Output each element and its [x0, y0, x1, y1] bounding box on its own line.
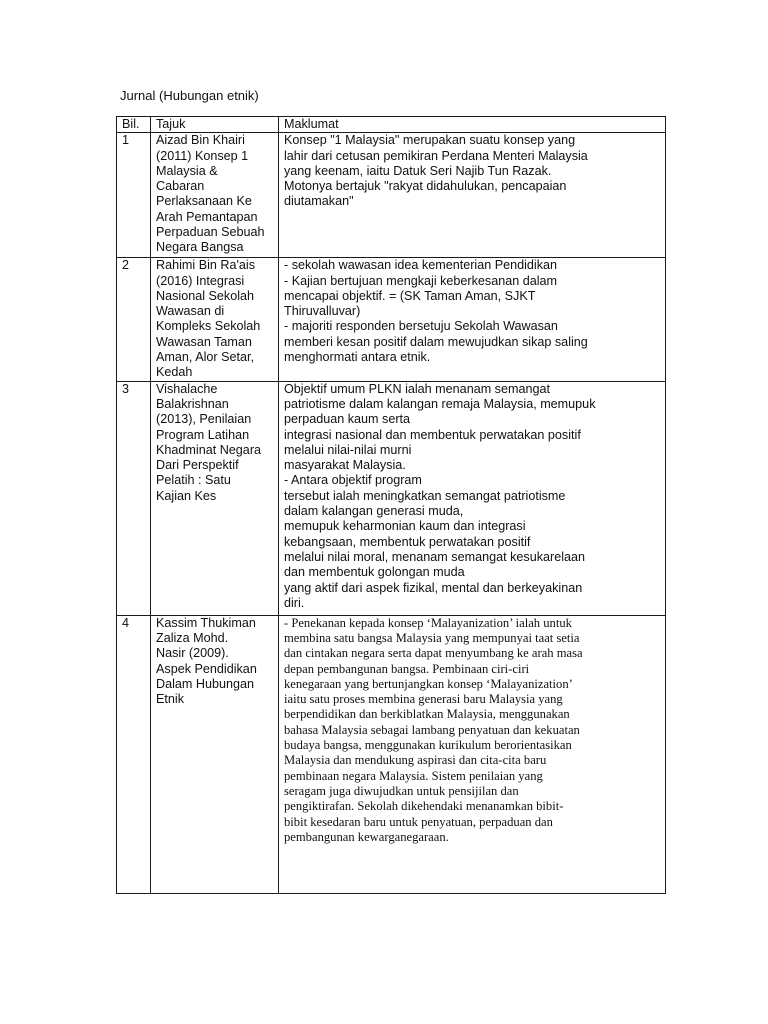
tajuk-line: Zaliza Mohd. — [156, 630, 229, 645]
tajuk-line: Nasir (2009). — [156, 646, 229, 661]
maklumat-line: memberi kesan positif dalam mewujudkan sikap saling — [284, 334, 588, 349]
tajuk-line: Negara Bangsa — [156, 240, 244, 255]
tajuk-line: Malaysia & — [156, 163, 218, 178]
maklumat-line: patriotisme dalam kalangan remaja Malaysia, memupuk — [284, 396, 596, 411]
tajuk-line: Khadminat Negara — [156, 442, 262, 457]
tajuk-line: Kajian Kes — [156, 488, 217, 503]
cell-tajuk — [151, 615, 279, 893]
cell-tajuk — [151, 381, 279, 615]
tajuk-line: Perpaduan Sebuah — [156, 225, 265, 240]
table-header-row — [117, 117, 666, 133]
tajuk-line: Arah Pemantapan — [156, 209, 258, 224]
tajuk-line: Pelatih : Satu — [156, 473, 231, 488]
maklumat-line: - Penekanan kepada konsep ‘Malayanization’ ialah untuk — [284, 615, 572, 630]
tajuk-line: Aizad Bin Khairi — [156, 133, 245, 148]
tajuk-line: Balakrishnan — [156, 396, 229, 411]
maklumat-line: Thiruvalluvar) — [284, 304, 361, 319]
tajuk-line: Vishalache — [156, 381, 218, 396]
maklumat-line: seragam juga diwujudkan untuk pensijilan dan — [284, 783, 519, 798]
maklumat-line: dan membentuk golongan muda — [284, 565, 465, 580]
tajuk-line: Kassim Thukiman — [156, 615, 256, 630]
maklumat-line: yang aktif dari aspek fizikal, mental dan berkeyakinan — [284, 580, 583, 595]
maklumat-line: diutamakan" — [284, 194, 354, 209]
cell-tajuk — [151, 258, 279, 381]
maklumat-line: Konsep "1 Malaysia" merupakan suatu konsep yang — [284, 133, 576, 148]
tajuk-line: (2011) Konsep 1 — [156, 148, 249, 163]
cell-tajuk — [151, 133, 279, 258]
maklumat-line: dan cintakan negara serta dapat menyumbang ke arah masa — [284, 646, 583, 661]
maklumat-line: pembinaan negara Malaysia. Sistem penilaian yang — [284, 768, 543, 783]
tajuk-line: Wawasan di — [156, 304, 225, 319]
maklumat-line: perpaduan kaum serta — [284, 412, 411, 427]
maklumat-line: diri. — [284, 595, 305, 610]
header-bil: Bil. — [117, 117, 151, 133]
maklumat-line: - majoriti responden bersetuju Sekolah Wawasan — [284, 319, 558, 334]
tajuk-line: (2016) Integrasi — [156, 273, 245, 288]
cell-bil: 3 — [117, 381, 151, 615]
maklumat-line: pengiktirafan. Sekolah dikehendaki menanamkan bibit- — [284, 799, 564, 814]
tajuk-line: Perlaksanaan Ke — [156, 194, 252, 209]
table-row — [117, 615, 666, 893]
header-maklumat: Maklumat — [279, 117, 666, 133]
maklumat-line: Motonya bertajuk "rakyat didahulukan, pencapaian — [284, 179, 567, 194]
maklumat-line: - Antara objektif program — [284, 473, 422, 488]
document-title: Jurnal (Hubungan etnik) — [120, 88, 259, 103]
maklumat-line: Malaysia dan mendukung aspirasi dan cita-cita baru — [284, 753, 547, 768]
table-row — [117, 133, 666, 258]
maklumat-line: - sekolah wawasan idea kementerian Pendidikan — [284, 258, 558, 273]
tajuk-line: Kedah — [156, 365, 193, 380]
cell-bil: 4 — [117, 615, 151, 893]
maklumat-line: menghormati antara etnik. — [284, 350, 431, 365]
cell-bil: 1 — [117, 133, 151, 258]
tajuk-line: Kompleks Sekolah — [156, 319, 261, 334]
journal-table — [116, 116, 666, 894]
maklumat-line: yang keenam, iaitu Datuk Seri Najib Tun Razak. — [284, 163, 552, 178]
maklumat-line: mencapai objektif. = (SK Taman Aman, SJKT — [284, 288, 536, 303]
maklumat-line: iaitu satu proses membina generasi baru Malaysia yang — [284, 692, 563, 707]
maklumat-line: Objektif umum PLKN ialah menanam semangat — [284, 381, 550, 396]
tajuk-line: Dalam Hubungan — [156, 676, 255, 691]
tajuk-line: Etnik — [156, 692, 184, 707]
maklumat-line: melalui nilai moral, menanam semangat kesukarelaan — [284, 549, 586, 564]
maklumat-line: depan pembangunan bangsa. Pembinaan ciri-ciri — [284, 661, 530, 676]
cell-maklumat — [279, 381, 666, 615]
maklumat-line: bibit kesedaran baru untuk penyatuan, perpaduan dan — [284, 814, 553, 829]
cell-maklumat — [279, 258, 666, 381]
maklumat-line: membina satu bangsa Malaysia yang mempunyai taat setia — [284, 630, 580, 645]
maklumat-line: tersebut ialah meningkatkan semangat patriotisme — [284, 488, 566, 503]
maklumat-line: pembangunan kewarganegaraan. — [284, 829, 449, 844]
cell-maklumat — [279, 615, 666, 893]
tajuk-line: Aspek Pendidikan — [156, 661, 257, 676]
cell-maklumat — [279, 133, 666, 258]
tajuk-line: Cabaran — [156, 179, 205, 194]
maklumat-line: bahasa Malaysia sebagai lambang penyatuan dan kekuatan — [284, 722, 580, 737]
maklumat-line: lahir dari cetusan pemikiran Perdana Menteri Malaysia — [284, 148, 588, 163]
tajuk-line: Dari Perspektif — [156, 458, 239, 473]
maklumat-line: kebangsaan, membentuk perwatakan positif — [284, 534, 531, 549]
tajuk-line: Program Latihan — [156, 427, 250, 442]
table-row — [117, 381, 666, 615]
tajuk-line: Nasional Sekolah — [156, 288, 255, 303]
tajuk-line: Rahimi Bin Ra'ais — [156, 258, 255, 273]
maklumat-line: budaya bangsa, menggunakan kurikulum berorientasikan — [284, 738, 572, 753]
maklumat-line: melalui nilai-nilai murni — [284, 442, 412, 457]
maklumat-line: dalam kalangan generasi muda, — [284, 504, 464, 519]
maklumat-line: masyarakat Malaysia. — [284, 458, 406, 473]
table-row — [117, 258, 666, 381]
maklumat-line: kenegaraan yang bertunjangkan konsep ‘Malayanization’ — [284, 676, 573, 691]
header-tajuk: Tajuk — [151, 117, 279, 133]
tajuk-line: Wawasan Taman — [156, 334, 252, 349]
maklumat-line: memupuk keharmonian kaum dan integrasi — [284, 519, 526, 534]
maklumat-line: - Kajian bertujuan mengkaji keberkesanan dalam — [284, 273, 558, 288]
cell-bil: 2 — [117, 258, 151, 381]
tajuk-line: (2013), Penilaian — [156, 412, 252, 427]
maklumat-line: integrasi nasional dan membentuk perwatakan positif — [284, 427, 581, 442]
tajuk-line: Aman, Alor Setar, — [156, 350, 255, 365]
maklumat-line: berpendidikan dan berkiblatkan Malaysia, menggunakan — [284, 707, 570, 722]
